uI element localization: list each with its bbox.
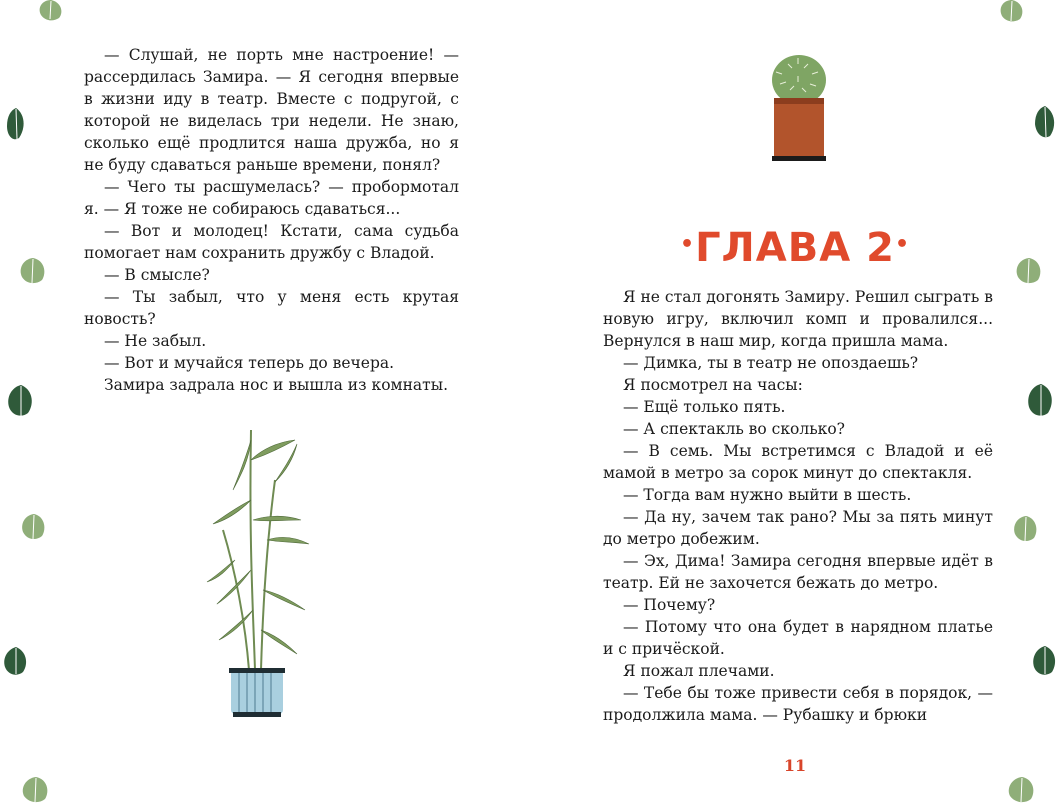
monstera-leaf-icon xyxy=(5,106,27,146)
paragraph: — В семь. Мы встретимся с Владой и её мамой в метро за сорок минут до спектакля. xyxy=(603,442,993,482)
paragraph: — Слушай, не порть мне настроение! — рассердилась Замира. — Я сегодня впервые в жизни иду в театр. Вместе с подругой, с которой не виделась три недели. Не знаю, сколько ещё продлится наша дружба, но я не буду сдаваться раньше времени, понял? xyxy=(84,46,459,174)
paragraph: Я не стал догонять Замиру. Решил сыграть в новую игру, включил комп и провалился... Вернулся в наш мир, когда пришла мама. xyxy=(603,288,993,350)
paragraph: — В смысле? xyxy=(104,266,210,284)
monstera-leaf-icon xyxy=(1026,382,1056,424)
monstera-leaf-icon xyxy=(37,0,65,26)
monstera-leaf-icon xyxy=(998,0,1026,28)
paragraph: — Да ну, зачем так рано? Мы за пять минут до метро добежим. xyxy=(603,508,993,548)
paragraph: — Тебе бы тоже привести себя в порядок, — продолжила мама. — Рубашку и брюки xyxy=(603,684,993,724)
paragraph: Замира задрала нос и вышла из комнаты. xyxy=(104,376,449,394)
paragraph: — А спектакль во сколько? xyxy=(623,420,845,438)
paragraph: — Почему? xyxy=(623,596,716,614)
monstera-leaf-icon xyxy=(6,383,36,423)
monstera-leaf-icon xyxy=(18,256,48,290)
paragraph: Я посмотрел на часы: xyxy=(623,376,803,394)
monstera-leaf-icon xyxy=(1014,256,1044,290)
chapter-heading: •ГЛАВА 2• xyxy=(680,225,910,271)
monstera-leaf-icon xyxy=(1006,775,1038,809)
monstera-leaf-icon xyxy=(1031,644,1059,682)
chapter-title: ГЛАВА 2 xyxy=(695,225,895,271)
monstera-leaf-icon xyxy=(1012,514,1040,548)
monstera-leaf-icon xyxy=(20,775,52,809)
paragraph: — Чего ты расшумелась? — пробормотал я. — Я тоже не собираюсь сдаваться... xyxy=(84,178,459,218)
paragraph: — Эх, Дима! Замира сегодня впервые идёт в театр. Ей не захочется бежать до метро. xyxy=(603,552,993,592)
monstera-leaf-icon xyxy=(1033,104,1058,144)
left-page xyxy=(0,0,530,807)
paragraph: — Ты забыл, что у меня есть крутая новость? xyxy=(84,288,459,328)
paragraph: — Не забыл. xyxy=(104,332,207,350)
paragraph: — Вот и молодец! Кстати, сама судьба помогает нам сохранить дружбу с Владой. xyxy=(84,222,459,262)
monstera-leaf-icon xyxy=(2,645,30,681)
paragraph: Я пожал плечами. xyxy=(623,662,775,680)
bamboo-plant-pot-icon xyxy=(205,420,315,720)
left-page-text xyxy=(84,44,459,396)
paragraph: — Потому что она будет в нарядном платье и с причёской. xyxy=(603,618,993,658)
paragraph: — Димка, ты в театр не опоздаешь? xyxy=(623,354,919,372)
paragraph: — Ещё только пять. xyxy=(623,398,786,416)
paragraph: — Тогда вам нужно выйти в шесть. xyxy=(623,486,912,504)
paragraph: — Вот и мучайся теперь до вечера. xyxy=(104,354,395,372)
cactus-pot-icon xyxy=(768,52,830,164)
page-number: 11 xyxy=(783,756,807,775)
right-page-text xyxy=(603,286,993,726)
monstera-leaf-icon xyxy=(20,512,48,546)
right-page xyxy=(530,0,1060,807)
